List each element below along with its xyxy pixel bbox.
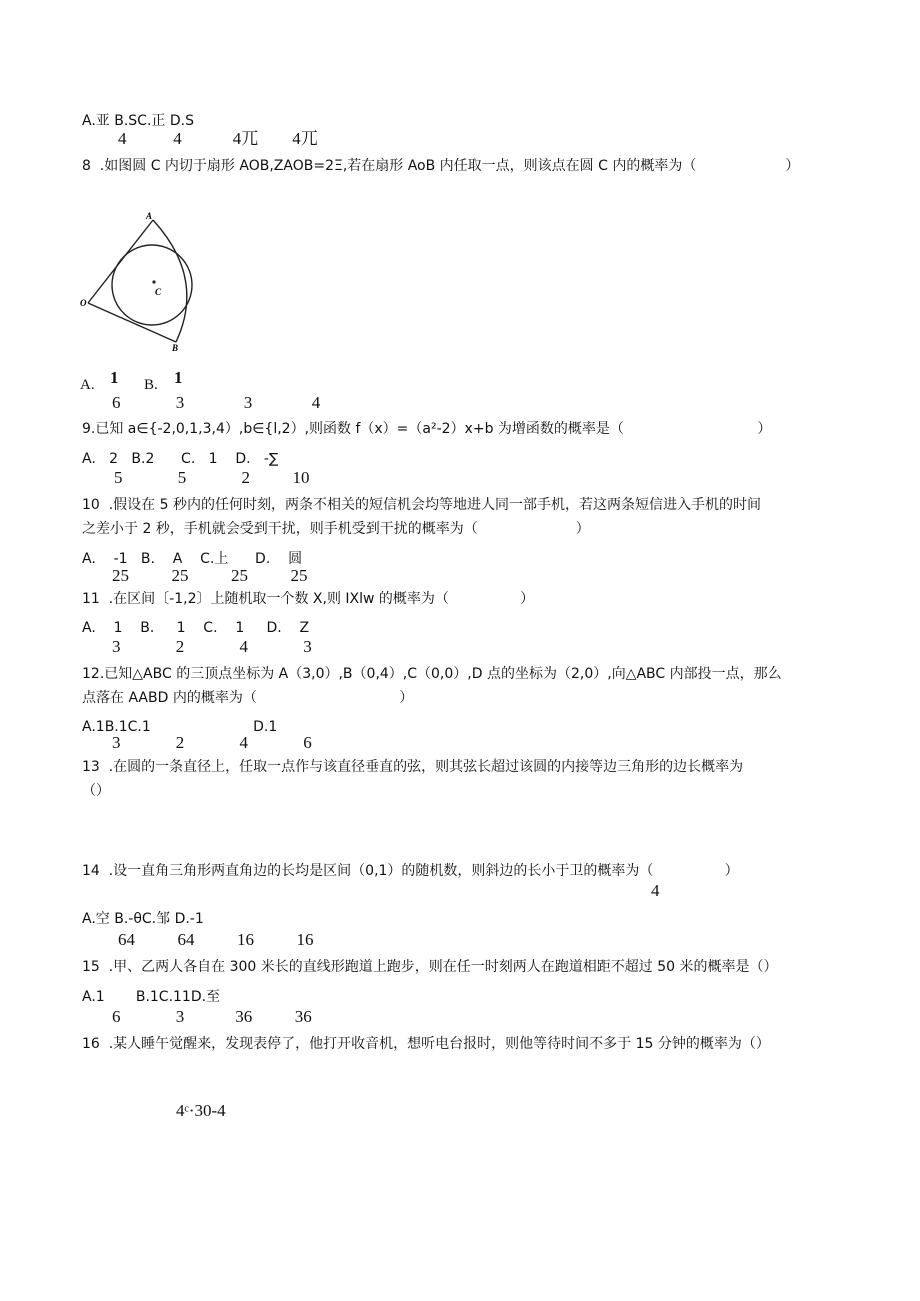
option-b-value: 1 [174,368,183,387]
option-a-label: A. [80,377,95,393]
text-line: A. -1 B. A C.上 D. 圆 [82,551,303,567]
denominator-row: 4ᶜ·30-4 [176,1101,226,1120]
text-line: 13 .在圆的一条直径上，任取一点作与该直径垂直的弦，则其弦长超过该圆的内接等边三角形的边长概率为 [82,759,744,775]
sector-arc-ab [153,220,187,342]
option-a-value: 1 [110,368,119,387]
text-line: A.亚 B.SC.正 D.S [82,113,194,129]
text-line: A. 2 B.2 C. 1 D. -∑ [82,451,279,467]
text-line: 9.已知 a∈{-2,0,1,3,4）,b∈{l,2）,则函数 f（x）=（a²-2）x+b 为增函数的概率是（ ） [82,421,772,437]
denominator-row: 5 5 2 10 [114,468,310,487]
text-line: A.空 B.-θC.邹 D.-1 [82,911,204,927]
label-c: C [155,287,162,297]
inscribed-circle [112,245,192,325]
denominator-row: 4 [651,881,660,900]
denominator-row: 6 3 3 4 [112,393,321,412]
text-line: （） [82,783,110,799]
denominator-row: 3 2 4 3 [112,637,312,656]
text-line: 12.已知△ABC 的三顶点坐标为 A（3,0）,B（0,4）,C（0,0）,D 点的坐标为（2,0）,向△ABC 内部投一点，那么 [82,666,782,682]
denominator-row: 4 4 4兀 4兀 [118,129,318,148]
text-line: 15 .甲、乙两人各自在 300 米长的直线形跑道上跑步，则在任一时刻两人在跑道相距不超过 50 米的概率是（） [82,959,778,975]
text-line: 之差小于 2 秒，手机就会受到干扰，则手机受到干扰的概率为（ ） [82,521,590,537]
denominator-row: 6 3 36 36 [112,1007,312,1026]
label-b: B [172,343,179,353]
center-point [152,280,155,283]
denominator-row: 64 64 16 16 [118,930,314,949]
text-line: 11 .在区间〔-1,2〕上随机取一个数 X,则 IXlw 的概率为（ ） [82,591,535,607]
text-line: 点落在 AABD 内的概率为（ ） [82,690,414,706]
option-b-label: B. [144,377,158,393]
text-line: 10 .假设在 5 秒内的任何时刻，两条不相关的短信机会均等地进人同一部手机，若这两条短信进入手机的时间 [82,497,761,513]
label-a: A [146,211,153,221]
segment-ob [88,303,176,342]
text-line: 16 .某人睡午觉醒来，发现表停了，他打开收音机，想听电台报时，则他等待时间不多于 15 分钟的概率为（） [82,1036,770,1052]
text-line: A.1 B.1C.11D.至 [82,989,221,1005]
text-line: 14 .设一直角三角形两直角边的长均是区间（0,1）的随机数，则斜边的长小于卫的概率为（ ） [82,863,739,879]
denominator-row: 3 2 4 6 [112,733,312,752]
denominator-row: 25 25 25 25 [112,566,308,585]
text-line: A.1B.1C.1 D.1 [82,719,278,735]
label-o: O [80,298,87,308]
sector-inscribed-circle-figure [76,208,206,358]
text-line: A. 1 B. 1 C. 1 D. Z [82,620,310,636]
text-line: 8 .如图圆 C 内切于扇形 AOB,ZAOB=2Ξ,若在扇形 AoB 内任取一点，则该点在圆 C 内的概率为（ ） [82,158,800,174]
